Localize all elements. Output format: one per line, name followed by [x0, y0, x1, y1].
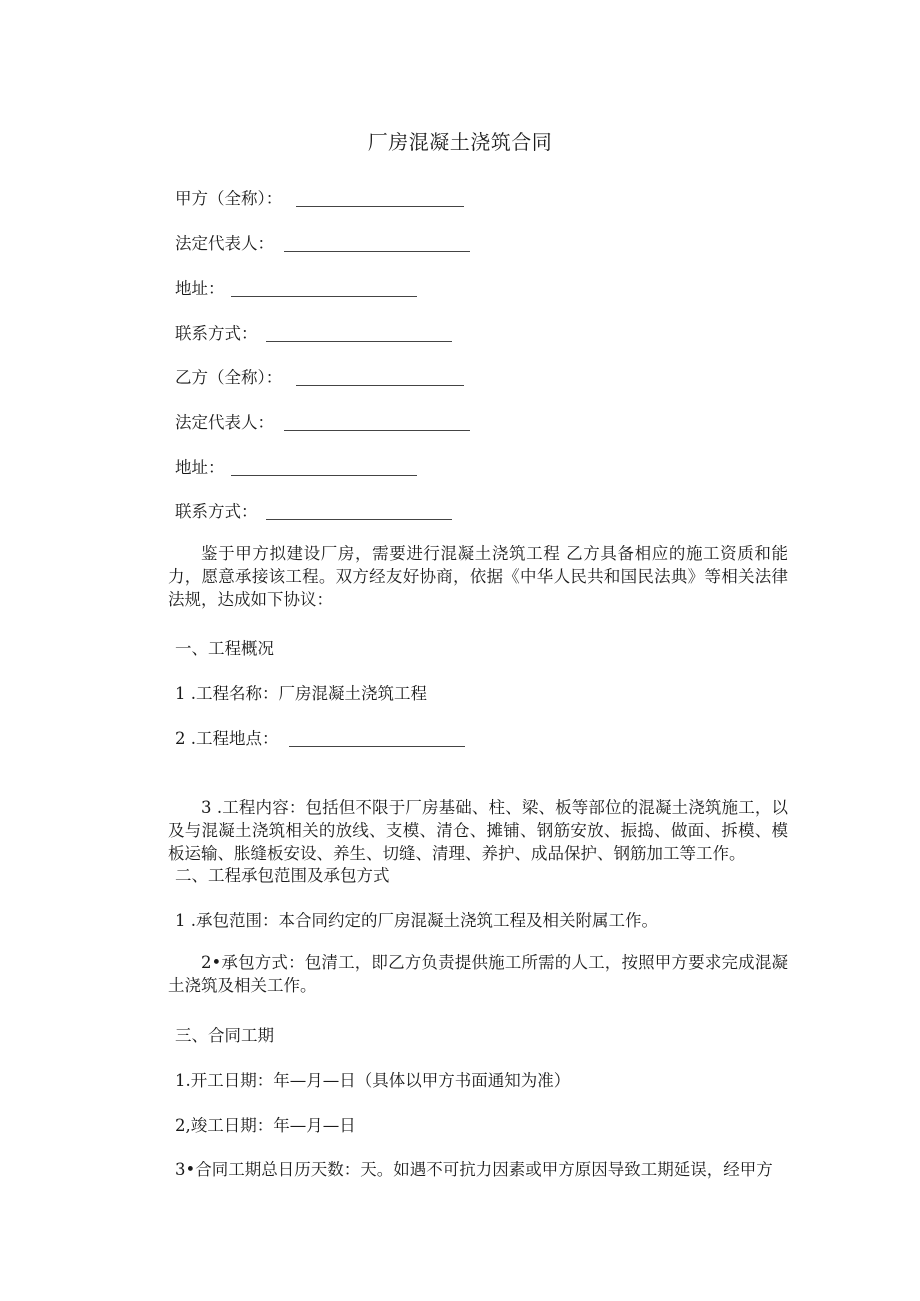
section1-item3: 3 .工程内容：包括但不限于厂房基础、柱、梁、板等部位的混凝土浇筑施工，以及与混凝土浇筑相关的放线、支模、清仓、摊铺、钢筋安放、振捣、做面、拆模、模板运输、胀缝板安设、养生、切缝、清理、养护、成品保护、钢筋加工等工作。: [168, 798, 788, 863]
section1-heading: 一、工程概况: [175, 639, 274, 658]
party-a-name-label: 甲方（全称）：: [175, 189, 283, 208]
section1-item2-label: 2 .工程地点：: [175, 729, 279, 748]
party-b-address-blank: [231, 461, 417, 476]
section3-item3: 3•合同工期总日历天数：天。如遇不可抗力因素或甲方原因导致工期延误，经甲方: [175, 1160, 773, 1179]
party-a-address-blank: [231, 282, 417, 297]
party-b-contact-blank: [266, 505, 452, 520]
section3-item1: 1.开工日期：年—月—日（具体以甲方书面通知为准）: [175, 1071, 571, 1090]
party-a-contact-field: [175, 320, 452, 344]
section3-heading: 三、合同工期: [175, 1026, 274, 1045]
section2-item1: 1 .承包范围：本合同约定的厂房混凝土浇筑工程及相关附属工作。: [175, 911, 658, 930]
section1-item2: [175, 725, 465, 749]
party-b-rep-field: [175, 409, 470, 433]
party-a-address-field: [175, 275, 417, 299]
party-b-rep-label: 法定代表人：: [175, 413, 274, 432]
party-b-address-label: 地址：: [175, 458, 225, 477]
party-a-rep-blank: [284, 237, 470, 252]
party-a-name-blank: [296, 192, 464, 207]
document-title: 厂房混凝土浇筑合同: [367, 130, 553, 154]
party-a-address-label: 地址：: [175, 279, 225, 298]
section3-item2: 2,竣工日期：年—月—日: [175, 1116, 356, 1135]
party-b-name-label: 乙方（全称）：: [175, 368, 283, 387]
section2-heading: 二、工程承包范围及承包方式: [175, 866, 390, 885]
party-a-name-field: [175, 185, 464, 209]
party-b-name-blank: [296, 371, 464, 386]
party-a-rep-label: 法定代表人：: [175, 234, 274, 253]
party-b-contact-field: [175, 498, 452, 522]
party-a-contact-blank: [266, 327, 452, 342]
party-b-contact-label: 联系方式：: [175, 502, 258, 521]
party-a-rep-field: [175, 230, 470, 254]
preamble-paragraph: 鉴于甲方拟建设厂房，需要进行混凝土浇筑工程 乙方具备相应的施工资质和能力，愿意承接该工程。双方经友好协商，依据《中华人民共和国民法典》等相关法律法规，达成如下协议：: [168, 544, 788, 609]
section2-item2: 2•承包方式：包清工，即乙方负责提供施工所需的人工，按照甲方要求完成混凝土浇筑及相关工作。: [168, 953, 788, 995]
section1-item1: 1 .工程名称：厂房混凝土浇筑工程: [175, 684, 427, 703]
project-location-blank: [289, 732, 465, 747]
party-b-address-field: [175, 454, 417, 478]
party-b-name-field: [175, 364, 464, 388]
party-a-contact-label: 联系方式：: [175, 324, 258, 343]
party-b-rep-blank: [284, 416, 470, 431]
